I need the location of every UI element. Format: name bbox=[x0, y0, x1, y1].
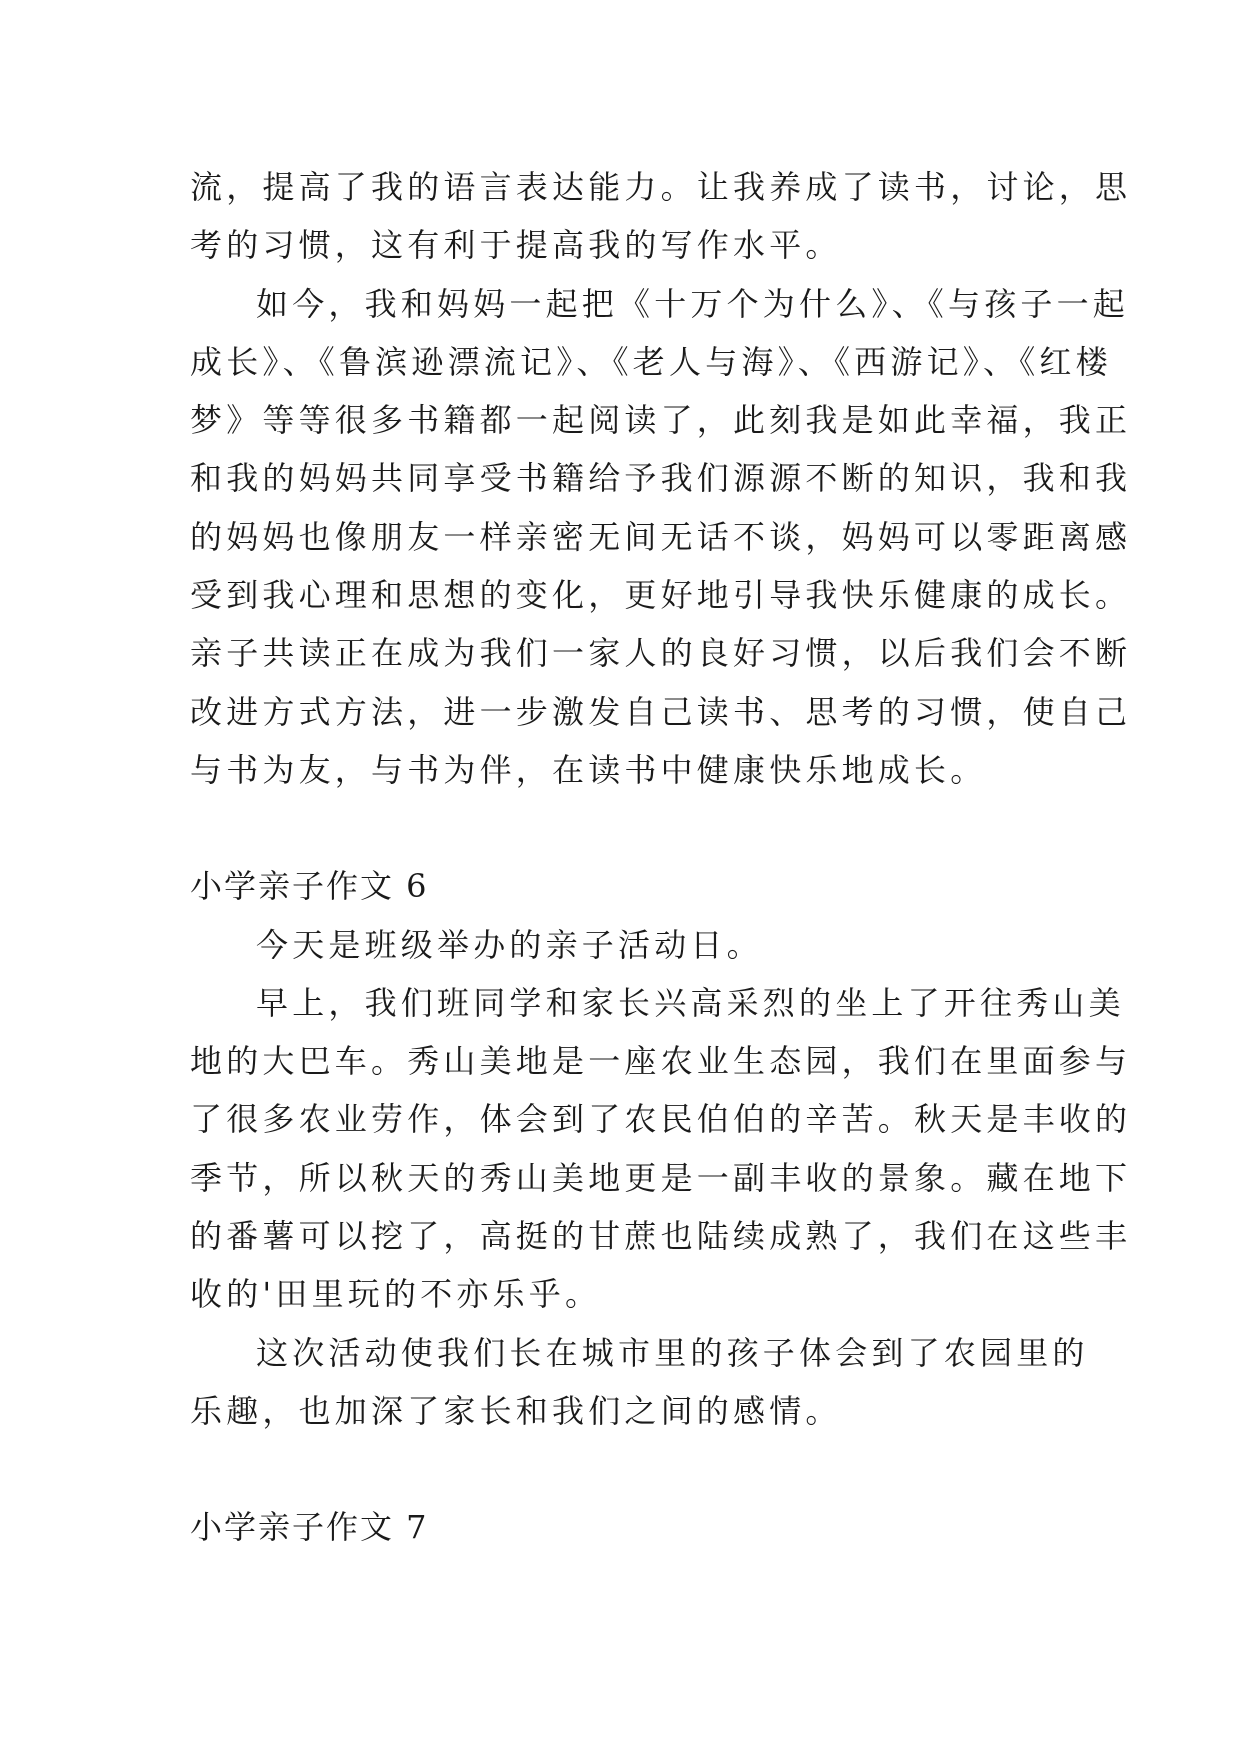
text-line: 梦》等等很多书籍都一起阅读了，此刻我是如此幸福，我正 bbox=[190, 401, 1132, 440]
text-line: 季节，所以秋天的秀山美地更是一副丰收的景象。藏在地下 bbox=[190, 1158, 1132, 1197]
paragraph bbox=[190, 275, 1132, 800]
text-line: 了很多农业劳作，体会到了农民伯伯的辛苦。秋天是丰收的 bbox=[190, 1100, 1132, 1139]
section-heading: 小学亲子作文 7 bbox=[190, 1508, 429, 1547]
text-line: 成长》、《鲁滨逊漂流记》、《老人与海》、《西游记》、《红楼 bbox=[190, 342, 1112, 381]
text-line: 早上，我们班同学和家长兴高采烈的坐上了开往秀山美 bbox=[256, 983, 1125, 1022]
paragraph bbox=[190, 974, 1132, 1324]
section-heading: 小学亲子作文 6 bbox=[190, 867, 429, 906]
text-line: 这次活动使我们长在城市里的孩子体会到了农园里的 bbox=[256, 1333, 1089, 1372]
text-line: 的妈妈也像朋友一样亲密无间无话不谈，妈妈可以零距离感 bbox=[190, 517, 1132, 556]
text-line: 收的'田里玩的不亦乐乎。 bbox=[190, 1275, 602, 1314]
paragraph bbox=[190, 1324, 1089, 1441]
text-line: 地的大巴车。秀山美地是一座农业生态园，我们在里面参与 bbox=[190, 1042, 1132, 1081]
spacer bbox=[190, 1440, 1070, 1498]
text-line: 和我的妈妈共同享受书籍给予我们源源不断的知识，我和我 bbox=[190, 459, 1132, 498]
text-line: 亲子共读正在成为我们一家人的良好习惯，以后我们会不断 bbox=[190, 634, 1132, 673]
paragraph-continuation bbox=[190, 158, 1132, 275]
text-line: 与书为友，与书为伴，在读书中健康快乐地成长。 bbox=[190, 750, 987, 789]
text-line: 的番薯可以挖了，高挺的甘蔗也陆续成熟了，我们在这些丰 bbox=[190, 1217, 1132, 1256]
text-line: 今天是班级举办的亲子活动日。 bbox=[256, 925, 763, 964]
text-line: 考的习惯，这有利于提高我的写作水平。 bbox=[190, 226, 842, 265]
text-line: 受到我心理和思想的变化，更好地引导我快乐健康的成长。 bbox=[190, 576, 1132, 615]
paragraph bbox=[190, 916, 1070, 974]
text-line: 改进方式方法，进一步激发自己读书、思考的习惯，使自己 bbox=[190, 692, 1132, 731]
text-line: 乐趣，也加深了家长和我们之间的感情。 bbox=[190, 1391, 842, 1430]
text-line: 流，提高了我的语言表达能力。让我养成了读书，讨论，思 bbox=[190, 168, 1132, 206]
document-page bbox=[190, 158, 1132, 1557]
spacer bbox=[190, 799, 1070, 857]
text-line: 如今，我和妈妈一起把《十万个为什么》、《与孩子一起 bbox=[256, 284, 1130, 323]
